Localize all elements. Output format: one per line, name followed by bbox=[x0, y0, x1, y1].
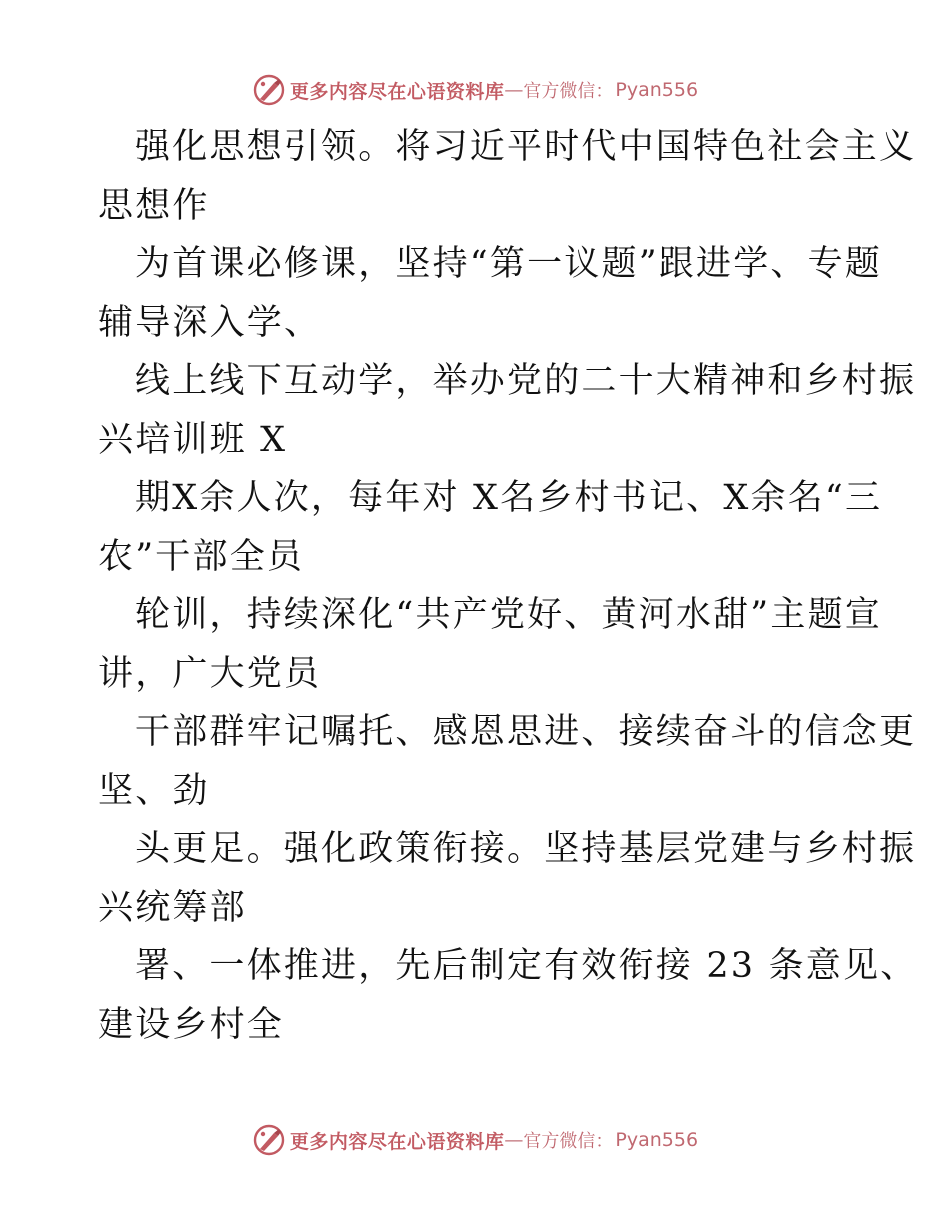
text-line: 强化思想引领。将习近平时代中国特色社会主义 bbox=[135, 127, 917, 167]
banner-brand: 更多内容尽在心语资料库 bbox=[289, 1130, 505, 1153]
text-line: 线上线下互动学，举办党的二十大精神和乡村振 bbox=[135, 361, 917, 401]
text-line: 轮训，持续深化“共产党好、黄河水甜”主题宣 bbox=[135, 595, 882, 635]
banner-label: 官方微信： bbox=[523, 81, 614, 102]
text-line: 兴培训班 X bbox=[98, 419, 288, 460]
banner-wechat-id: Pyan556 bbox=[615, 1129, 699, 1151]
banner-brand: 更多内容尽在心语资料库 bbox=[289, 80, 505, 103]
brand-logo-icon bbox=[252, 1123, 286, 1157]
text-line: 讲，广大党员 bbox=[98, 653, 322, 694]
text-line: 思想作 bbox=[98, 185, 210, 226]
text-line: 建设乡村全 bbox=[98, 1004, 285, 1045]
brand-logo-icon bbox=[252, 73, 286, 107]
banner-label: 官方微信： bbox=[523, 1131, 614, 1152]
header-banner bbox=[0, 70, 950, 110]
text-line: 署、一体推进，先后制定有效衔接 23 条意见、 bbox=[135, 946, 918, 986]
text-line: 兴统筹部 bbox=[98, 887, 247, 928]
banner-dash: — bbox=[504, 79, 524, 101]
text-line: 辅导深入学、 bbox=[98, 302, 322, 343]
text-line: 坚、劲 bbox=[98, 770, 210, 811]
text-line: 为首课必修课，坚持“第一议题”跟进学、专题 bbox=[135, 244, 882, 284]
text-line: 头更足。强化政策衔接。坚持基层党建与乡村振 bbox=[135, 829, 917, 869]
banner-wechat-id: Pyan556 bbox=[615, 79, 699, 101]
text-line: 期X余人次，每年对 X名乡村书记、X余名“三 bbox=[135, 478, 883, 518]
banner-dash: — bbox=[504, 1129, 524, 1151]
body-text bbox=[98, 118, 918, 1054]
text-line: 农”干部全员 bbox=[98, 536, 305, 577]
footer-banner bbox=[0, 1120, 950, 1160]
text-line: 干部群牢记嘱托、感恩思进、接续奋斗的信念更 bbox=[135, 712, 917, 752]
